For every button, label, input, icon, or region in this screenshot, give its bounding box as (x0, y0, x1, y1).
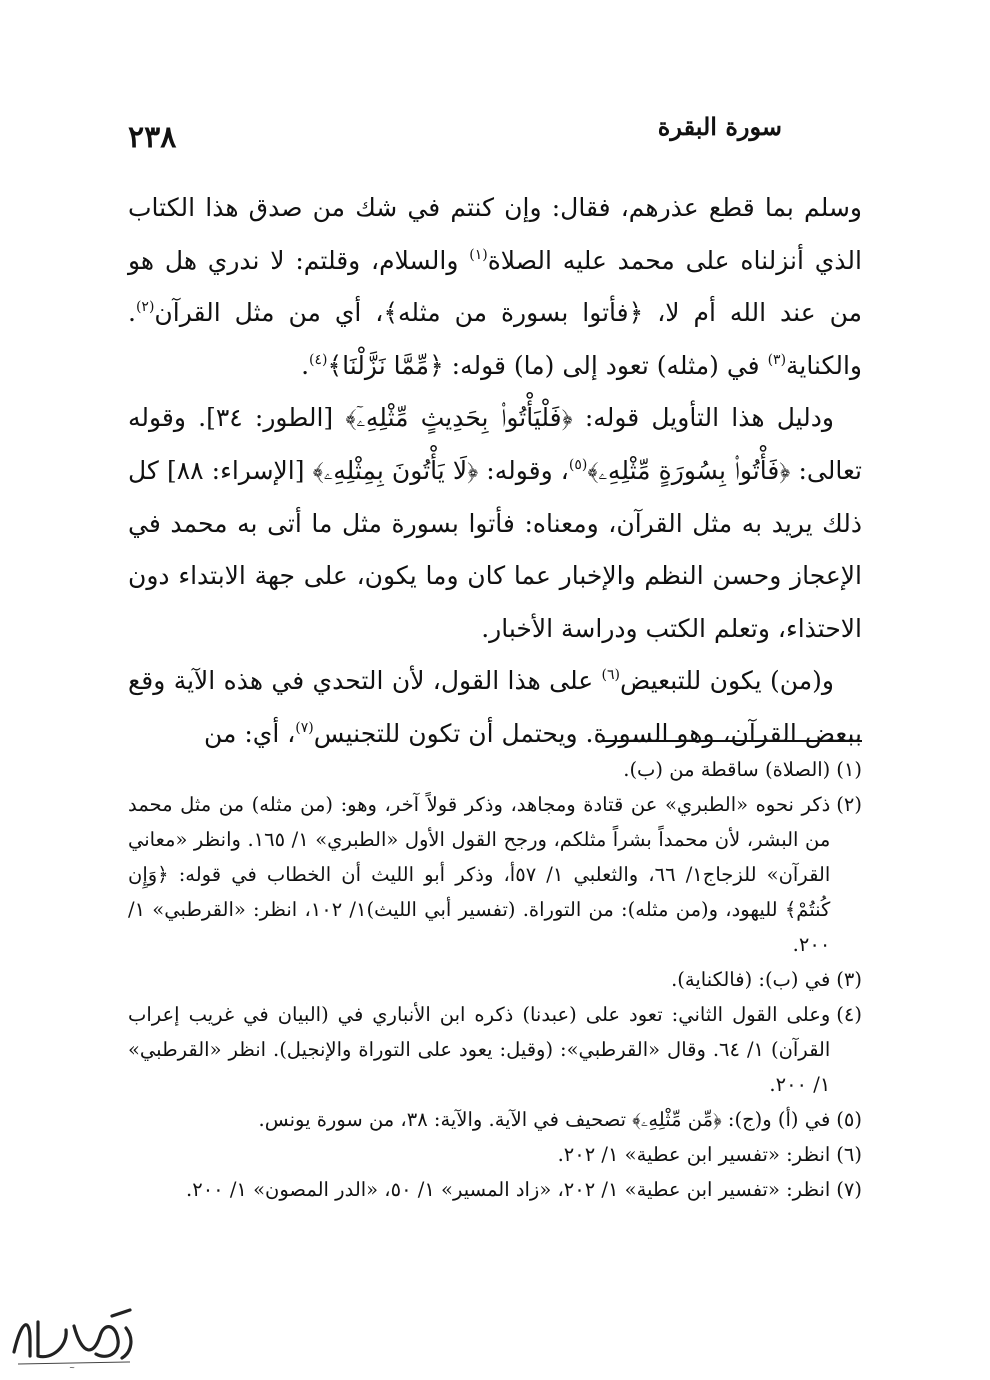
svg-text:~: ~ (69, 1364, 75, 1372)
footnote-number: (٧) (836, 1178, 862, 1201)
surah-name: سورة البقرة (657, 112, 782, 141)
footnote-ref-7: (٧) (295, 719, 314, 736)
footnotes (128, 752, 862, 1207)
footnote-number: (٥) (836, 1108, 862, 1131)
footnote-text: في (ب): (فالكناية). (671, 968, 831, 991)
footnote-ref-2: (٢) (135, 299, 155, 316)
footnote-number: (٢) (836, 793, 862, 816)
page-number: ٢٣٨ (128, 120, 177, 155)
watermark-logo (8, 1300, 138, 1372)
footnote-2 (128, 787, 862, 962)
footnote-text: انظر: «تفسير ابن عطية» ١/ ٢٠٢، «زاد المسير» ١/ ٥٠، «الدر المصون» ١/ ٢٠٠. (186, 1178, 831, 1201)
text-span: وسلم بما قطع عذرهم، فقال: وإن كنتم في شك من صدق هذا الكتاب الذي أنزلناه على محمد عليه الصلاة (128, 193, 862, 275)
footnote-3 (128, 962, 862, 997)
text-span: . والكناية (128, 298, 862, 380)
footnote-number: (٣) (836, 968, 862, 991)
text-span: والسلام، وقلتم: لا ندري هل هو من عند الله أم لا، ﴿فأتوا بسورة من مثله﴾، أي من مثل القرآن (128, 245, 862, 328)
footnote-ref-6: (٦) (601, 667, 621, 684)
footnote-4 (128, 997, 862, 1102)
footnote-6 (128, 1137, 862, 1172)
footnote-text: وعلى القول الثاني: تعود على (عبدنا) ذكره ابن الأنباري في (البيان في غريب إعراب القرآن) ١/ ٦٤. وقال «القرطبي»: (وقيل: يعود على التوراة والإنجيل). انظر «القرطبي» ١/ ٢٠٠. (128, 1003, 831, 1096)
text-span: و(من) يكون للتبعيض (620, 666, 834, 696)
footnote-number: (٦) (836, 1143, 862, 1166)
footnote-text: ذكر نحوه «الطبري» عن قتادة ومجاهد، وذكر قولاً آخر، وهو: (من مثله) من مثل محمد من البشر، لأن محمداً بشراً مثلكم، ورجح القول الأول «الطبري» ١/ ١٦٥. وانظر «معاني القرآن» للزجاج١/ ٦٦، والثعلبي ١/ ٥٧أ، وذكر أبو الليث أن الخطاب في قوله: ﴿وَإِن كُنتُمْ﴾ لليهود، و(من مثله): من التوراة. (تفسير أبي الليث)١/ ١٠٢، انظر: «القرطبي» ١/ ٢٠٠. (128, 793, 831, 956)
text-span: على هذا القول، لأن التحدي في هذه الآية وقع ببعض القرآن، وهو السورة. ويحتمل أن تكون للتجنيس (128, 666, 862, 748)
text-span: ، وقوله: ﴿لَا يَأْتُونَ بِمِثْلِهِۦ﴾ [الإسراء: ٨٨] كل ذلك يريد به مثل القرآن، ومعناه: فأتوا بسورة مثل ما أتى به محمد في الإعجاز وحسن النظم والإخبار عما كان وما يكون، على جهة الابتداء دون الاحتذاء، وتعلم الكتب ودراسة الأخبار. (128, 455, 862, 643)
page-header (128, 112, 862, 162)
footnote-number: (٤) (836, 1003, 862, 1026)
text-span: . (301, 350, 310, 380)
footnote-text: (الصلاة) ساقطة من (ب). (623, 758, 831, 781)
footnote-5 (128, 1102, 862, 1137)
footnote-divider (602, 740, 862, 742)
text-span: في (مثله) تعود إلى (ما) قوله: ﴿مِّمَّا نَزَّلْنَا﴾ (327, 350, 768, 380)
footnote-number: (١) (836, 758, 862, 781)
paragraph-1 (128, 182, 862, 392)
text-span: ، أي: من (203, 718, 296, 748)
paragraph-2 (128, 392, 862, 655)
footnote-ref-4: (٤) (309, 351, 328, 368)
paragraph-3 (128, 655, 862, 760)
footnote-text: في (أ) و(ج): ﴿مِّن مِّثْلِهِۦ﴾ تصحيف في الآية. والآية: ٣٨، من سورة يونس. (258, 1108, 831, 1131)
footnote-ref-3: (٣) (767, 351, 787, 368)
text-span: ودليل هذا التأويل قوله: ﴿فَلْيَأْتُوا۟ بِحَدِيثٍ مِّثْلِهِۦٓ﴾ [الطور: ٣٤]. وقوله تعالى: ﴿فَأْتُوا۟ بِسُورَةٍ مِّثْلِهِۦ﴾ (128, 403, 862, 485)
footnote-ref-1: (١) (469, 246, 488, 263)
footnote-7 (128, 1172, 862, 1207)
footnote-text: انظر: «تفسير ابن عطية» ١/ ٢٠٢. (557, 1143, 831, 1166)
footnote-ref-5: (٥) (568, 456, 588, 473)
footnote-1 (128, 752, 862, 787)
main-text (128, 182, 862, 761)
